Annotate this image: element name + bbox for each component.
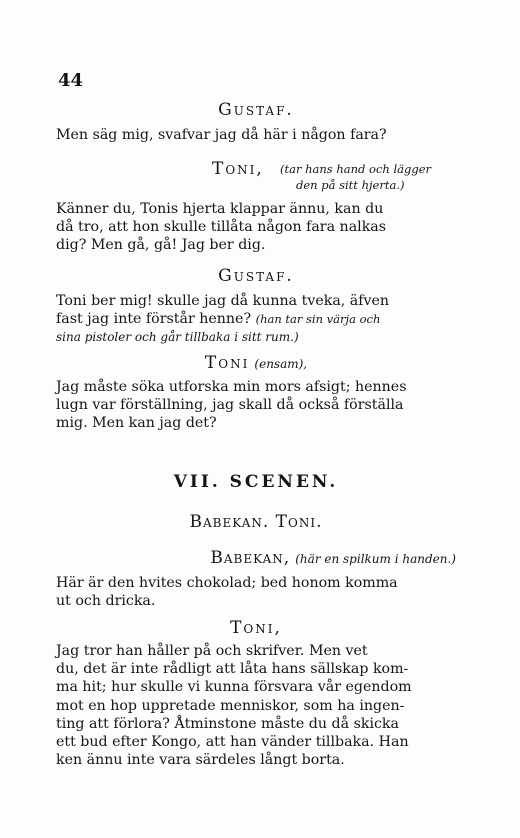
text-line bbox=[56, 310, 456, 328]
speaker-toni-block bbox=[56, 353, 456, 373]
stage-direction: (han tar sin värja och bbox=[255, 312, 381, 327]
text-line: lugn var förställning, jag skall då också förställa bbox=[56, 397, 404, 414]
paragraph-babekan bbox=[56, 574, 456, 610]
stage-direction: den på sitt hjerta.) bbox=[296, 178, 405, 192]
text-line: ken ännu inte vara särdeles långt borta. bbox=[56, 752, 345, 769]
speaker-babekan-block bbox=[56, 548, 456, 568]
stage-direction: sina pistoler och går tillbaka i sitt rum.) bbox=[56, 330, 299, 345]
speaker-toni: Toni bbox=[204, 353, 250, 373]
speaker-toni: Toni, bbox=[212, 159, 264, 179]
text-line: ma hit; hur skulle vi kunna försvara vår egendom bbox=[56, 679, 412, 696]
text-line: Toni ber mig! skulle jag då kunna tveka, äfven bbox=[56, 293, 390, 309]
text-line: dig? Men gå, gå! Jag ber dig. bbox=[56, 237, 266, 254]
text-line: då tro, att hon skulle tillåta någon fara nalkas bbox=[56, 219, 387, 236]
page-number: 44 bbox=[58, 70, 84, 91]
text-line: Jag tror han håller på och skrifver. Men vet bbox=[56, 643, 368, 659]
speaker-gustaf: Gustaf. bbox=[218, 266, 294, 286]
stage-direction: (här en spilkum i handen.) bbox=[295, 552, 456, 566]
paragraph-toni-3 bbox=[56, 642, 456, 769]
text-line: Här är den hvites chokolad; bed honom komma bbox=[56, 575, 398, 591]
stage-direction: (ensam), bbox=[254, 357, 308, 371]
text-line: Känner du, Tonis hjerta klappar ännu, kan du bbox=[56, 201, 384, 217]
text-line: ut och dricka. bbox=[56, 593, 156, 610]
text-line: ting att förlora? Åtminstone måste du då skicka bbox=[56, 715, 399, 732]
paragraph-gustaf-2 bbox=[56, 292, 456, 347]
paragraph-toni-1 bbox=[56, 200, 456, 255]
text-span: fast jag inte förstår henne? bbox=[56, 311, 252, 328]
speaker-babekan: Babekan, bbox=[210, 548, 291, 568]
speaker-gustaf: Gustaf. bbox=[218, 100, 294, 120]
text-line: ett bud efter Kongo, att han vänder tillbaka. Han bbox=[56, 734, 409, 751]
stage-direction: (tar hans hand och lägger bbox=[280, 162, 432, 176]
text-line: mig. Men kan jag det? bbox=[56, 415, 217, 432]
paragraph-toni-2 bbox=[56, 378, 456, 433]
speaker-toni: Toni, bbox=[230, 618, 282, 638]
scene-cast: Babekan. Toni. bbox=[189, 512, 323, 532]
text-line: mot en hop uppretade menniskor, som ha ingen- bbox=[56, 697, 405, 714]
text-line: du, det är inte rådligt att låta hans sällskap kom- bbox=[56, 661, 409, 678]
text-line: Jag måste söka utforska min mors afsigt; hennes bbox=[56, 379, 407, 395]
scene-heading: VII. SCENEN. bbox=[173, 472, 339, 492]
line-gustaf-question: Men säg mig, svafvar jag då här i någon fara? bbox=[56, 127, 387, 143]
